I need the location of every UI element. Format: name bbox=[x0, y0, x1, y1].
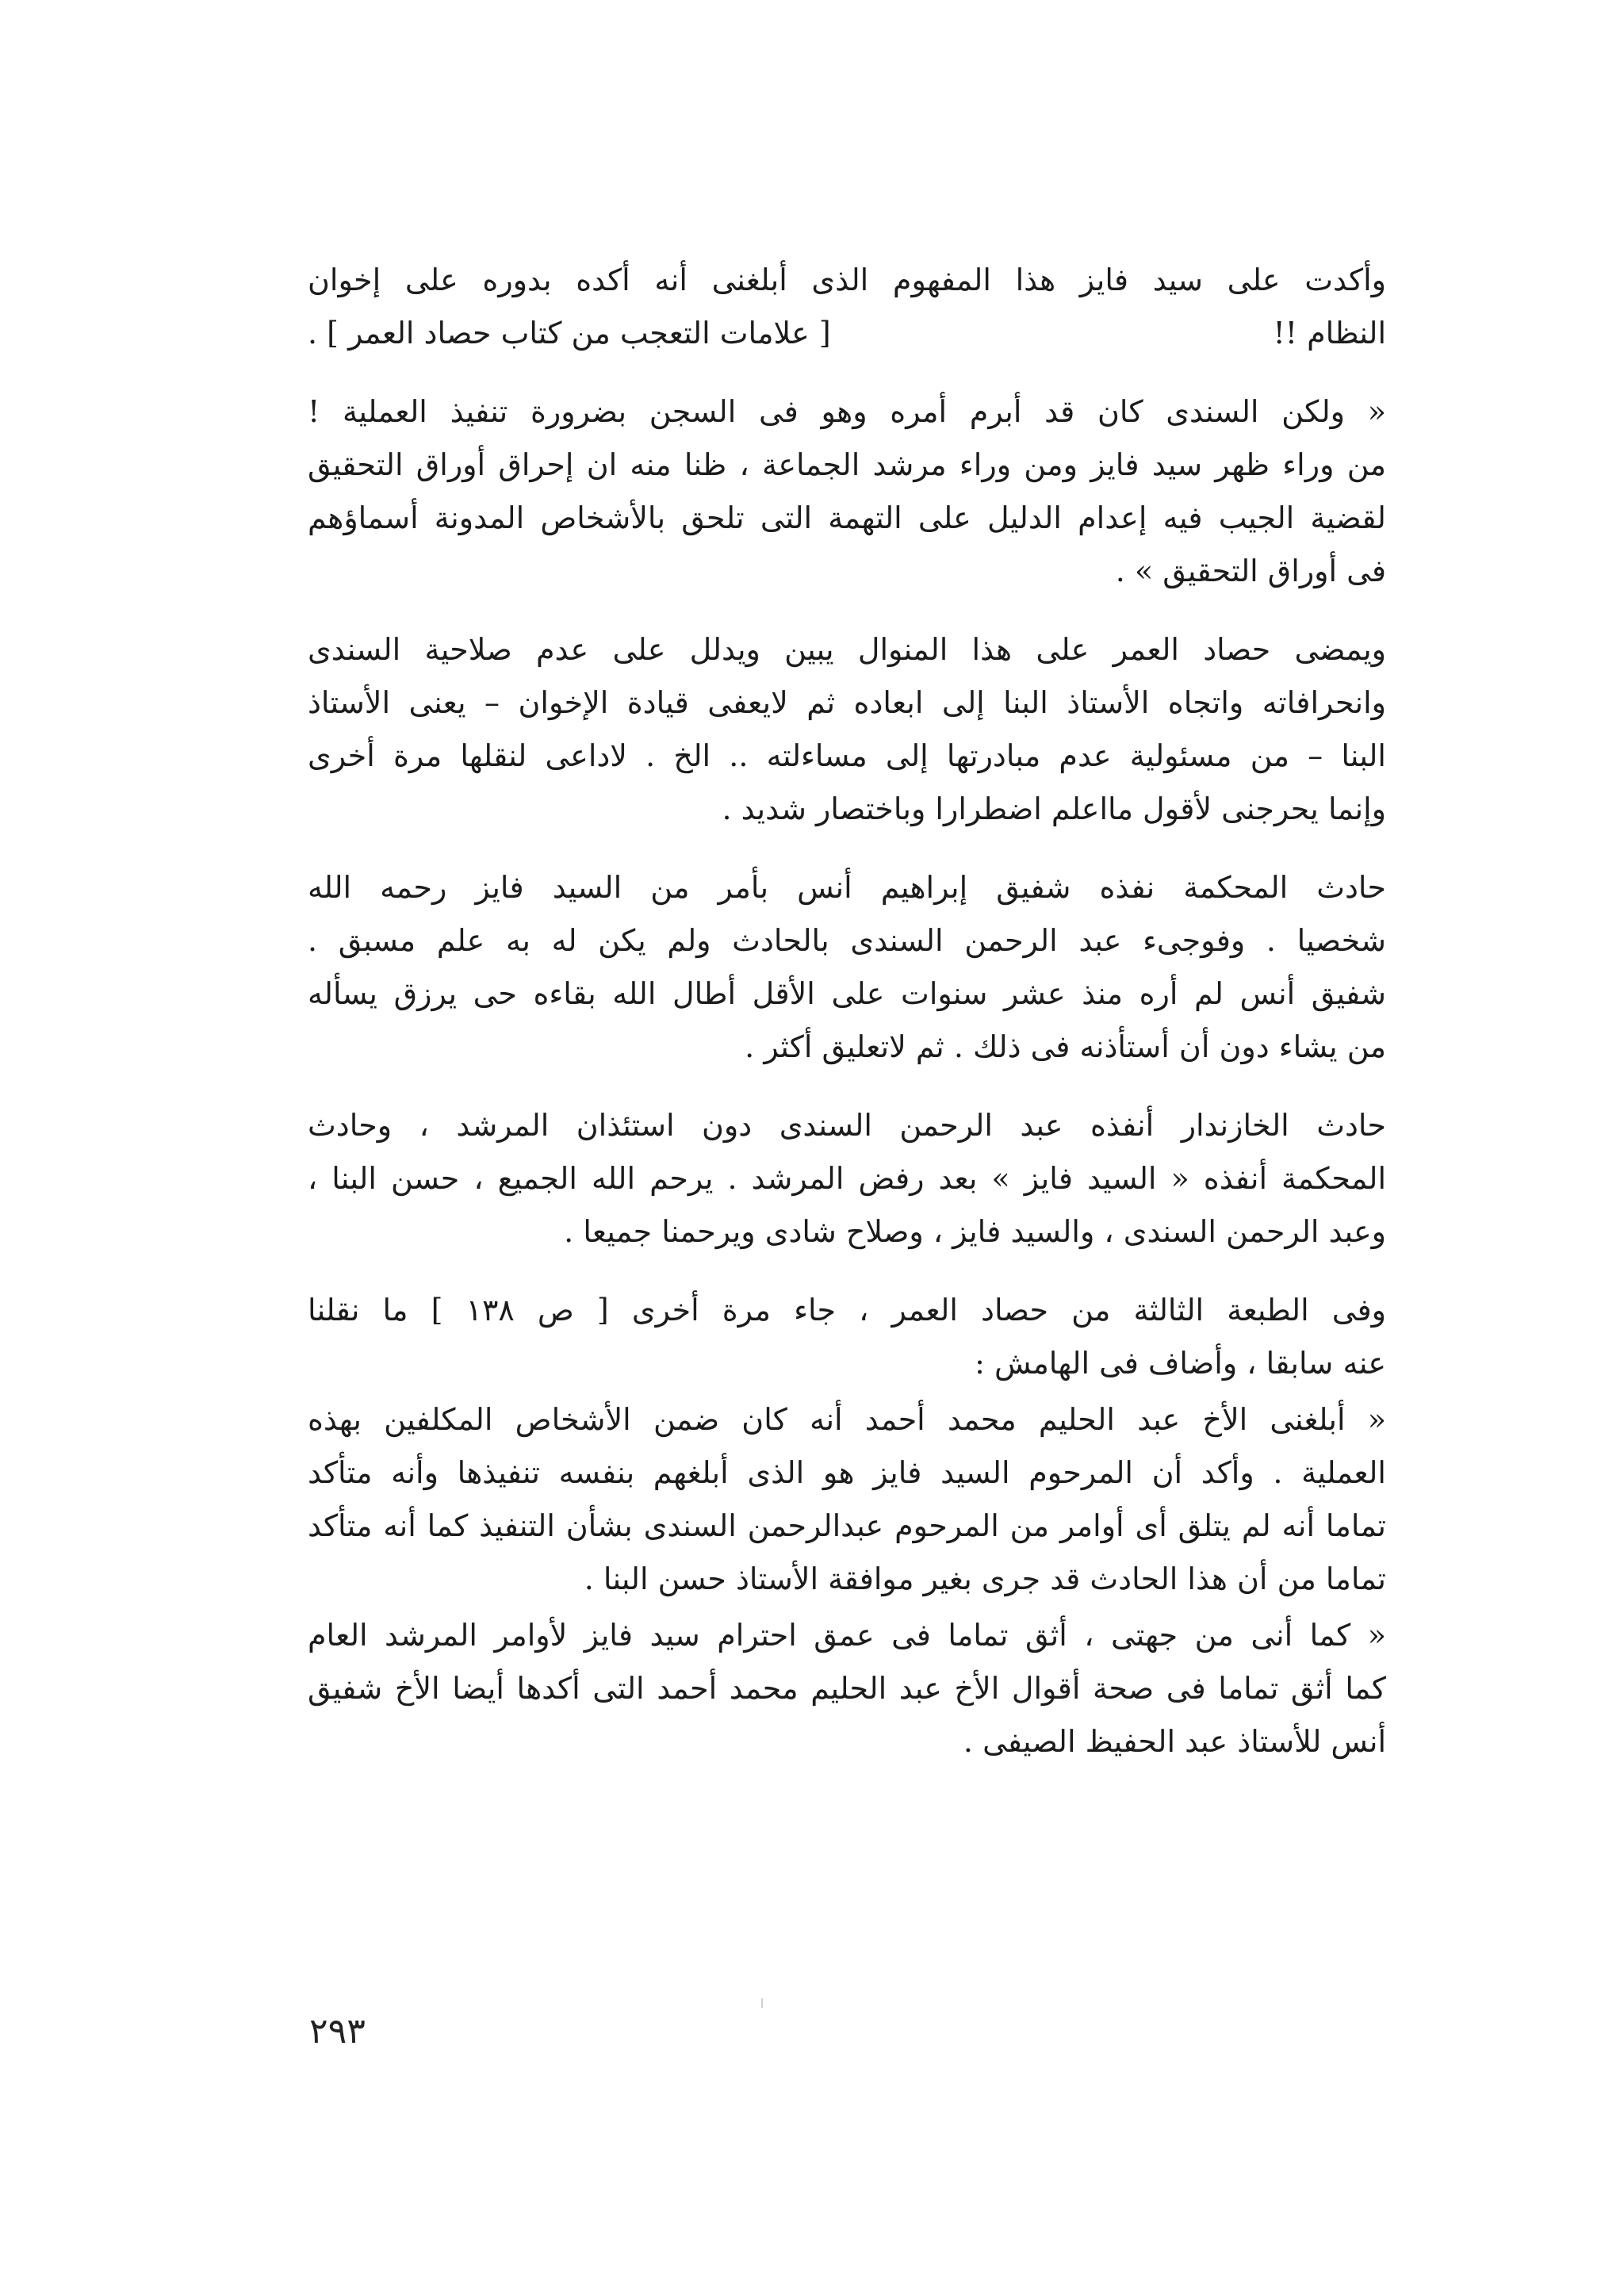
text-line: أنس للأستاذ عبد الحفيظ الصيفى . bbox=[963, 1724, 1386, 1759]
text-line: كما أثق تماما فى صحة أقوال الأخ عبد الحليم محمد أحمد التى أكدها أيضا الأخ شفيق bbox=[308, 1671, 1386, 1706]
text-line: فى أوراق التحقيق » . bbox=[1115, 554, 1386, 588]
body-text bbox=[308, 254, 1386, 1768]
text-line: « كما أنى من جهتى ، أثق تماما فى عمق احترام سيد فايز لأوامر المرشد العام bbox=[308, 1618, 1386, 1653]
text-line: وفى الطبعة الثالثة من حصاد العمر ، جاء مرة أخرى [ ص ١٣٨ ] ما نقلنا bbox=[308, 1293, 1386, 1327]
text-line: تماما أنه لم يتلق أى أوامر من المرحوم عبدالرحمن السندى بشأن التنفيذ كما أنه متأكد bbox=[308, 1508, 1386, 1543]
text-line: حادث المحكمة نفذه شفيق إبراهيم أنس بأمر من السيد فايز رحمه الله bbox=[308, 870, 1386, 905]
text-line: حادث الخازندار أنفذه عبد الرحمن السندى دون استئذان المرشد ، وحادث bbox=[308, 1108, 1386, 1143]
paragraph-5 bbox=[308, 1099, 1386, 1259]
text-line: البنا – من مسئولية عدم مبادرتها إلى مساءلته .. الخ . لاداعى لنقلها مرة أخرى bbox=[308, 738, 1386, 773]
text-line: « ولكن السندى كان قد أبرم أمره وهو فى السجن بضرورة تنفيذ العملية ! bbox=[308, 394, 1386, 429]
text-line: لقضية الجيب فيه إعدام الدليل على التهمة التى تلحق بالأشخاص المدونة أسماؤهم bbox=[308, 500, 1386, 535]
text-line-with-citation bbox=[308, 307, 1386, 360]
text-line: وعبد الرحمن السندى ، والسيد فايز ، وصلاح شادى ويرحمنا جميعا . bbox=[564, 1214, 1386, 1249]
text-line: من يشاء دون أن أستأذنه فى ذلك . ثم لاتعليق أكثر . bbox=[745, 1029, 1386, 1064]
text-line: وانحرافاته واتجاه الأستاذ البنا إلى ابعاده ثم لايعفى قيادة الإخوان – يعنى الأستاذ bbox=[308, 685, 1386, 720]
paragraph-2-quote bbox=[308, 385, 1386, 598]
text-line: من وراء ظهر سيد فايز ومن وراء مرشد الجماعة ، ظنا منه ان إحراق أوراق التحقيق bbox=[308, 447, 1386, 482]
text-line: وأكدت على سيد فايز هذا المفهوم الذى أبلغنى أنه أكده بدوره على إخوان bbox=[308, 262, 1386, 297]
text-line: عنه سابقا ، وأضاف فى الهامش : bbox=[975, 1346, 1386, 1381]
scan-artifact bbox=[761, 1998, 763, 2008]
text-line: تماما من أن هذا الحادث قد جرى بغير موافقة الأستاذ حسن البنا . bbox=[584, 1561, 1386, 1596]
paragraph-6 bbox=[308, 1284, 1386, 1390]
text-fragment: النظام !! bbox=[1273, 316, 1386, 351]
text-line: شخصيا . وفوجىء عبد الرحمن السندى بالحادث ولم يكن له به علم مسبق . bbox=[308, 923, 1386, 958]
paragraph-4 bbox=[308, 861, 1386, 1074]
page-number: ٢٩٣ bbox=[309, 2011, 366, 2052]
citation-note: [ علامات التعجب من كتاب حصاد العمر ] . bbox=[308, 316, 831, 351]
text-line: ويمضى حصاد العمر على هذا المنوال يبين ويدلل على عدم صلاحية السندى bbox=[308, 632, 1386, 667]
paragraph-3 bbox=[308, 623, 1386, 836]
paragraph-1 bbox=[308, 254, 1386, 360]
text-line: العملية . وأكد أن المرحوم السيد فايز هو الذى أبلغهم بنفسه تنفيذها وأنه متأكد bbox=[308, 1455, 1386, 1490]
text-line: « أبلغنى الأخ عبد الحليم محمد أحمد أنه كان ضمن الأشخاص المكلفين بهذه bbox=[308, 1402, 1386, 1437]
text-line: المحكمة أنفذه « السيد فايز » بعد رفض المرشد . يرحم الله الجميع ، حسن البنا ، bbox=[308, 1161, 1386, 1196]
paragraph-8-quote bbox=[308, 1609, 1386, 1768]
paragraph-7-quote bbox=[308, 1393, 1386, 1606]
text-line: وإنما يحرجنى لأقول مااعلم اضطرارا وباختصار شديد . bbox=[722, 791, 1386, 826]
text-line: شفيق أنس لم أره منذ عشر سنوات على الأقل أطال الله بقاءه حى يرزق يسأله bbox=[308, 976, 1387, 1011]
